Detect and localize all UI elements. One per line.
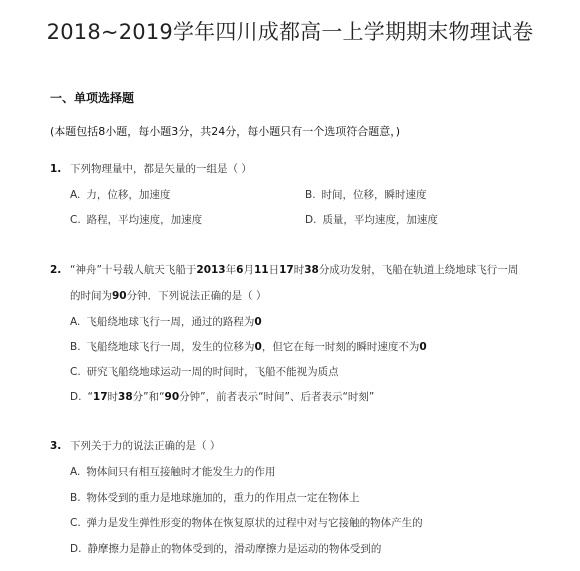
option-letter: B. [305, 189, 316, 201]
page-title: 2018~2019学年四川成都高一上学期期末物理试卷 [46, 20, 534, 44]
stem-text: 分成功发射，飞船在轨道上绕地球飞行一周 [318, 264, 519, 276]
question-number: 3. [50, 440, 62, 452]
option-1b [305, 187, 427, 202]
stem-number: 11 [253, 264, 269, 276]
option-text: 弹力是发生弹性形变的物体在恢复原状的过程中对与它接触的物体产生的 [86, 517, 423, 529]
question-2 [50, 262, 518, 277]
stem-number: 90 [112, 290, 127, 302]
option-text: 研究飞船绕地球运动一周的时间时，飞船不能视为质点 [86, 366, 339, 378]
option-text: 物体受到的重力是地球施加的，重力的作用点一定在物体上 [86, 492, 360, 504]
stem-number: 38 [304, 264, 319, 276]
stem-number: 17 [279, 264, 294, 276]
question-3 [50, 438, 220, 453]
stem-number: 6 [236, 264, 244, 276]
option-number: 90 [164, 391, 180, 403]
option-number: 0 [254, 341, 262, 353]
option-2b [70, 339, 427, 354]
stem-number: 2013 [196, 264, 226, 276]
option-1a [70, 187, 170, 202]
option-1d [305, 212, 438, 227]
stem-text: “神舟”十号载人航天飞船于 [70, 264, 197, 276]
option-text: 路程，平均速度，加速度 [86, 214, 203, 226]
option-text: 质量，平均速度，加速度 [322, 214, 438, 226]
question-number: 1. [50, 163, 62, 175]
question-stem: 下列物理量中，都是矢量的一组是（ ） [70, 163, 252, 175]
option-letter: A. [70, 466, 81, 478]
option-2d [70, 389, 374, 404]
stem-text: 月 [243, 264, 254, 276]
option-text: 静摩擦力是静止的物体受到的，滑动摩擦力是运动的物体受到的 [87, 543, 382, 555]
option-letter: B. [70, 341, 81, 353]
option-letter: D. [70, 391, 82, 403]
option-text: 飞船绕地球飞行一周，通过的路程为 [86, 316, 255, 328]
option-letter: A. [70, 189, 81, 201]
option-letter: C. [70, 517, 81, 529]
stem-text: 时 [293, 264, 305, 276]
option-2c [70, 364, 339, 379]
section-instructions: (本题包括8小题，每小题3分，共24分，每小题只有一个选项符合题意，) [50, 125, 401, 138]
option-letter: D. [70, 543, 82, 555]
question-1 [50, 161, 252, 176]
option-3c [70, 515, 423, 530]
section-heading: 一、单项选择题 [50, 91, 135, 105]
option-2a [70, 314, 262, 329]
option-1c [70, 212, 202, 227]
option-letter: C. [70, 366, 81, 378]
option-letter: C. [70, 214, 81, 226]
stem-text: 年 [225, 264, 237, 276]
question-number: 2. [50, 264, 62, 276]
option-letter: D. [305, 214, 317, 226]
question-2-stem-line2 [70, 288, 266, 303]
stem-text: 分钟．下列说法正确的是（ ） [126, 290, 267, 302]
option-number: 17 [92, 391, 108, 403]
question-stem [70, 264, 518, 276]
stem-text: 日 [268, 264, 280, 276]
option-text: 力，位移，加速度 [86, 189, 171, 201]
option-text: 分”和“ [132, 391, 165, 403]
option-number: 0 [419, 341, 427, 353]
option-text: 时 [107, 391, 119, 403]
option-letter: B. [70, 492, 81, 504]
option-letter: A. [70, 316, 81, 328]
option-3d [70, 541, 381, 556]
option-text: “ [87, 391, 93, 403]
option-text: 分钟”，前者表示“时间”、后者表示“时刻” [179, 391, 375, 403]
option-text: 时间，位移，瞬时速度 [321, 189, 427, 201]
question-stem: 下列关于力的说法正确的是（ ） [70, 440, 221, 452]
option-text: ，但它在每一时刻的瞬时速度不为 [261, 341, 420, 353]
stem-text: 的时间为 [70, 290, 112, 302]
option-number: 38 [118, 391, 133, 403]
option-3b [70, 490, 360, 505]
option-number: 0 [254, 316, 262, 328]
option-3a [70, 464, 275, 479]
option-text: 物体间只有相互接触时才能发生力的作用 [86, 466, 276, 478]
option-text: 飞船绕地球飞行一周，发生的位移为 [86, 341, 255, 353]
